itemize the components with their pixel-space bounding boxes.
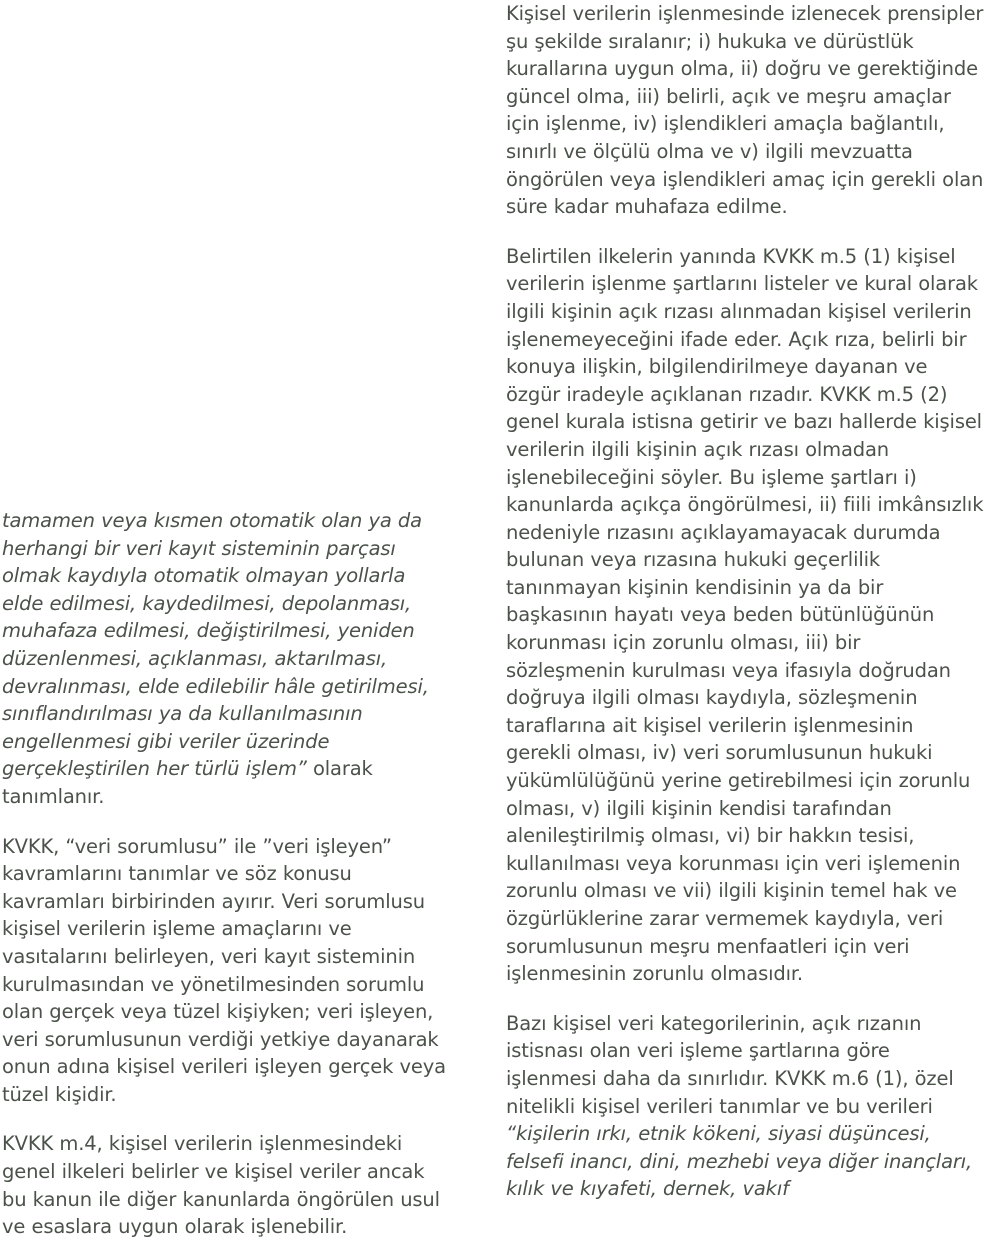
definition-quote-tail: olarak tanımlanır.	[2, 757, 373, 808]
paragraph-ozel-nitelikli	[506, 1010, 984, 1203]
paragraph-prensipler: Kişisel verilerin işlenmesinde izlenecek prensipler şu şekilde sıralanır; i) hukuka ve dürüstlük kurallarına uygun olma, ii) doğru ve gerektiğinde güncel olma, iii) belirli, açık ve meşru amaçlar için işlenme, iv) işlendikleri amaçla bağlantılı, sınırlı ve ölçülü olma ve v) ilgili mevzuatta öngörülen veya işlendikleri amaç için gerekli olan süre kadar muhafaza edilme.	[506, 2, 984, 219]
paragraph-kvkk-m4: KVKK m.4, kişisel verilerin işlenmesindeki genel ilkeleri belirler ve kişisel veriler ancak bu kanun ile diğer kanunlarda öngörülen usul ve esaslara uygun olarak işlenebilir.	[2, 1132, 440, 1239]
paragraph-definition-continued	[2, 507, 446, 811]
left-column-content	[2, 507, 446, 1241]
ozel-nitelikli-lead: Bazı kişisel veri kategorilerinin, açık rızanın istisnası olan veri işleme şartlarına göre işlenmesi daha da sınırlıdır. KVKK m.6 (1), özel nitelikli kişisel verileri tanımlar ve bu verileri	[506, 1011, 954, 1118]
right-column-content	[506, 0, 984, 1203]
paragraph-kvkk-m5: Belirtilen ilkelerin yanında KVKK m.5 (1) kişisel verilerin işlenme şartlarını listeler ve kural olarak ilgili kişinin açık rızası alınmadan kişisel verilerin işlenemeyeceğini ifade eder. Açık rıza, belirli bir konuya ilişkin, bilgilendirilmeye dayanan ve özgür iradeyle açıklanan rızadır. KVKK m.5 (2) genel kurala istisna getirir ve bazı hallerde kişisel verilerin ilgili kişinin açık rızası olmadan işlenebileceğini söyler. Bu işleme şartları i) kanunlarda açıkça öngörülmesi, ii) fiili imkânsızlık nedeniyle rızasını açıklayamayacak durumda bulunan veya rızasına hukuki geçerlilik tanınmayan kişinin kendisinin ya da bir başkasının hayatı veya beden bütünlüğünün korunması için zorunlu olması, iii) bir sözleşmenin kurulması veya ifasıyla doğrudan doğruya ilgili olması kaydıyla, sözleşmenin taraflarına ait kişisel verilerin işlenmesinin gerekli olması, iv) veri sorumlusunun hukuki yükümlülüğünü yerine getirebilmesi için zorunlu olması, v) ilgili kişinin kendisi tarafından alenileştirilmiş olması, vi) bir hakkın tesisi, kullanılması veya korunması için veri işlemenin zorunlu olması ve vii) ilgili kişinin temel hak ve özgürlüklerine zarar vermemek kaydıyla, veri sorumlusunun meşru menfaatleri için veri işlenmesinin zorunlu olmasıdır.	[506, 244, 984, 986]
definition-quote-italic: tamamen veya kısmen otomatik olan ya da herhangi bir veri kayıt sisteminin parçası olmak kaydıyla otomatik olmayan yollarla elde edilmesi, kaydedilmesi, depolanması, muhafaza edilmesi, değiştirilmesi, yeniden düzenlenmesi, açıklanması, aktarılması, devralınması, elde edilebilir hâle getirilmesi, sınıflandırılması ya da kullanılmasının engellenmesi gibi veriler üzerinde gerçekleştirilen her türlü işlem”	[2, 509, 429, 781]
paragraph-veri-sorumlusu-isleyen: KVKK, “veri sorumlusu” ile ”veri işleyen” kavramlarını tanımlar ve söz konusu kavramları birbirinden ayırır. Veri sorumlusu kişisel verilerin işleme amaçlarını ve vasıtalarını belirleyen, veri kayıt sisteminin kurulmasından ve yönetilmesinden sorumlu olan gerçek veya tüzel kişiyken; veri işleyen, veri sorumlusunun verdiği yetkiye dayanarak onun adına kişisel verileri işleyen gerçek veya tüzel kişidir.	[2, 834, 446, 1106]
ozel-nitelikli-quote-italic: “kişilerin ırkı, etnik kökeni, siyasi düşüncesi, felsefi inancı, dini, mezhebi veya diğer inançları, kılık ve kıyafeti, dernek, vakıf	[506, 1122, 973, 1201]
right-column	[506, 0, 986, 1208]
